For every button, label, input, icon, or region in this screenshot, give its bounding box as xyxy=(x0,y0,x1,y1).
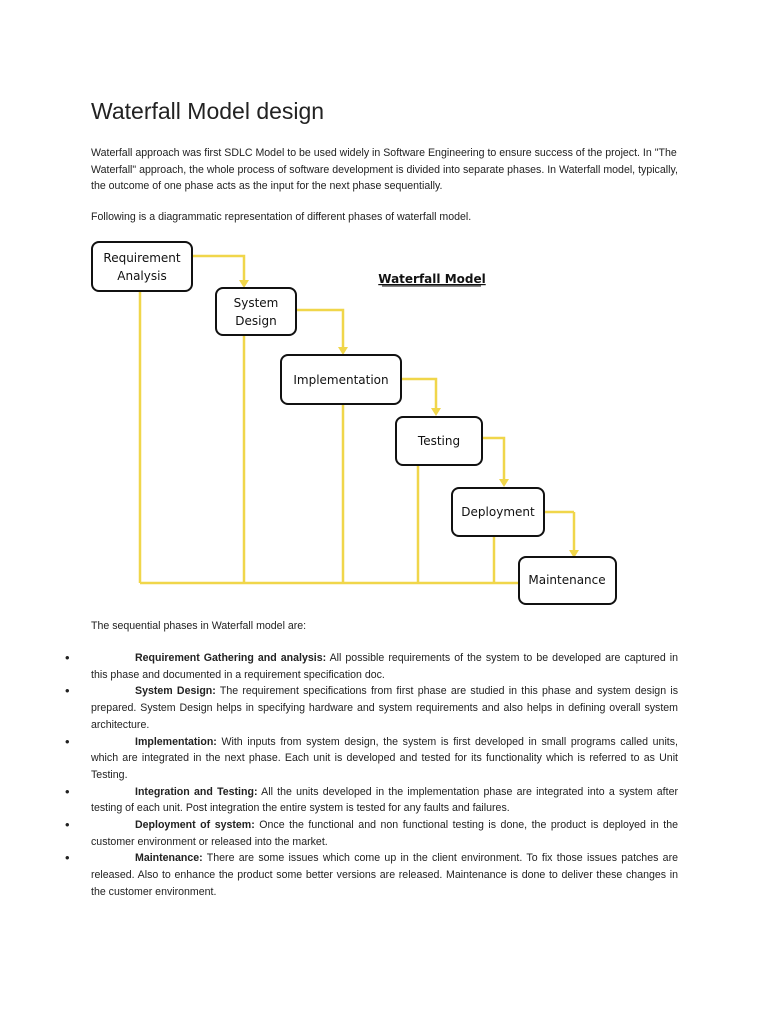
bullet-icon: • xyxy=(65,683,70,699)
box-deployment xyxy=(452,488,544,536)
box-maintenance-label: Maintenance xyxy=(528,573,606,587)
list-item xyxy=(65,650,679,683)
phase-title: Requirement Gathering and analysis: xyxy=(135,652,327,664)
bullet-icon: • xyxy=(65,850,70,866)
box-implementation xyxy=(281,355,401,404)
bullet-icon: • xyxy=(65,650,70,665)
box-testing xyxy=(396,417,482,465)
bullet-icon: • xyxy=(65,733,70,749)
list-item xyxy=(65,850,678,900)
box-deployment-label: Deployment xyxy=(461,505,535,519)
phase-title: System Design: xyxy=(135,685,216,698)
phase-text: All possible requirements of the system to be developed are captured in this phase and documented in a requirement specification doc. xyxy=(91,652,679,681)
box-requirement-label-1: Requirement xyxy=(103,251,181,265)
list-item xyxy=(65,783,678,817)
phase-text: All the units developed in the implementation phase are integrated into a system after testing of each unit. Post integration the entire system is tested for any faults and failures. xyxy=(91,785,678,815)
box-testing-label: Testing xyxy=(417,434,461,448)
bullet-icon: • xyxy=(65,783,70,799)
box-requirement-label-2: Analysis xyxy=(117,269,167,283)
box-system-label-1: System xyxy=(233,296,279,310)
box-system-design xyxy=(216,288,296,335)
list-item xyxy=(65,817,678,850)
bullet-icon: • xyxy=(65,817,70,833)
list-item xyxy=(65,733,678,784)
box-implementation-label: Implementation xyxy=(293,373,389,387)
list-item xyxy=(65,683,678,733)
phase-title: Implementation: xyxy=(135,735,217,748)
box-requirement-analysis xyxy=(92,242,192,291)
diagram-title: Waterfall Model xyxy=(378,272,486,286)
phase-list xyxy=(65,650,679,901)
waterfall-diagram xyxy=(84,234,630,610)
sequential-phases-intro: The sequential phases in Waterfall model are: xyxy=(91,620,307,632)
box-maintenance xyxy=(519,557,616,604)
phase-title: Maintenance: xyxy=(135,852,203,865)
intro-paragraph: Waterfall approach was first SDLC Model to be used widely in Software Engineering to ensure success of the project. In "The Waterfall" approach, the whole process of software development is divided into separate phases. In Waterfall model, typically, the outcome of one phase acts as the input for the next phase sequentially. xyxy=(91,147,678,192)
diagram-intro-paragraph: Following is a diagrammatic representation of different phases of waterfall model. xyxy=(91,211,472,223)
phase-text: There are some issues which come up in the client environment. To fix those issues patches are released. Also to enhance the product some better versions are released. Maintenance is done to deliver these changes in the customer environment. xyxy=(91,852,678,898)
phase-title: Integration and Testing: xyxy=(135,785,258,798)
phase-text: Once the functional and non functional testing is done, the product is deployed in the customer environment or released into the market. xyxy=(91,819,678,848)
phase-text: With inputs from system design, the system is first developed in small programs called units, which are integrated in the next phase. Each unit is developed and tested for its functionality which is referred to as Unit Testing. xyxy=(91,735,678,781)
page-title: Waterfall Model design xyxy=(91,98,325,124)
phase-title: Deployment of system: xyxy=(135,819,255,832)
phase-text: The requirement specifications from first phase are studied in this phase and system design is prepared. System Design helps in specifying hardware and system requirements and also helps in defining overall system architecture. xyxy=(91,685,678,731)
box-system-label-2: Design xyxy=(235,314,277,328)
